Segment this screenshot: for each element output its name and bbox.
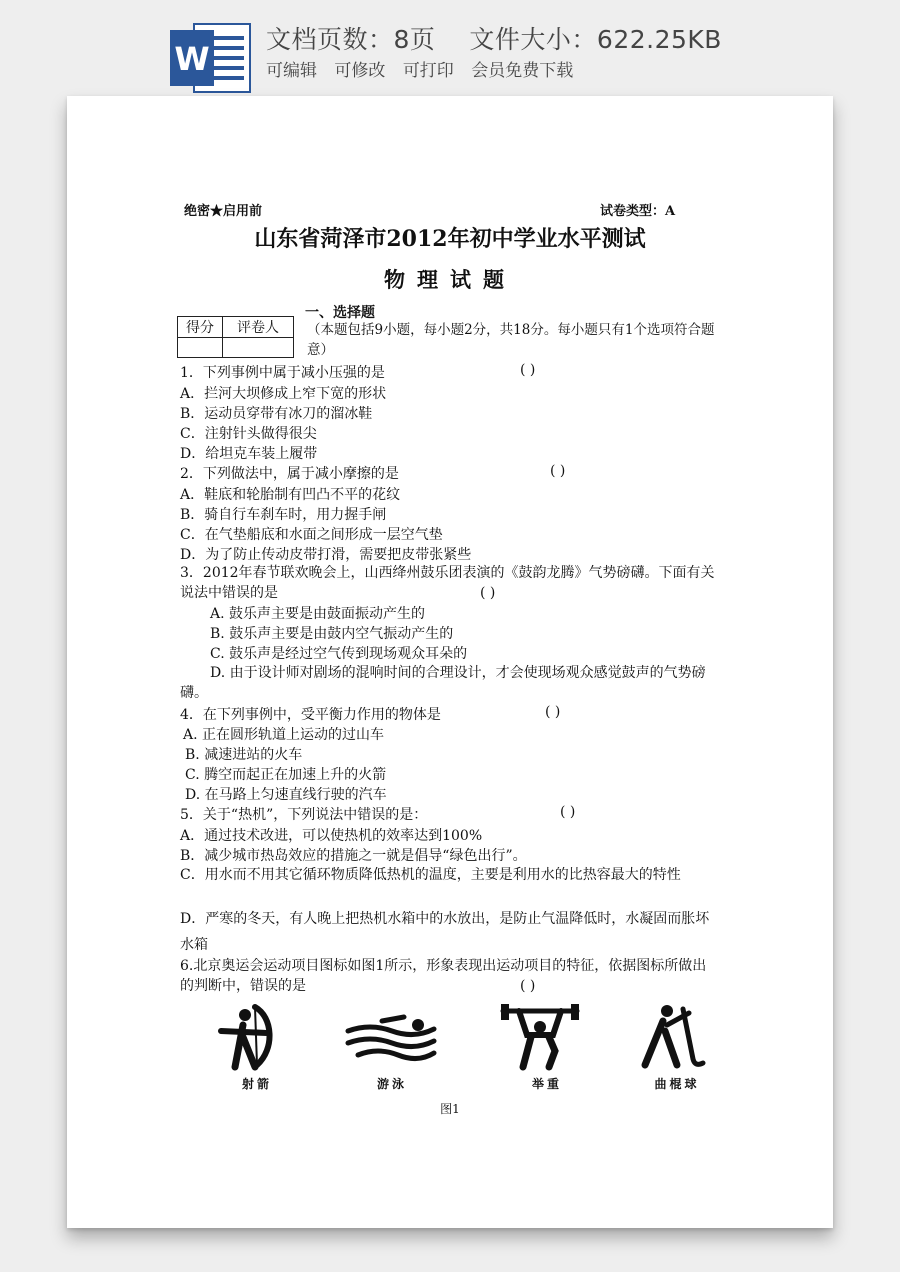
question-5	[180, 804, 576, 824]
file-size: 文件大小：622.25KB	[469, 25, 722, 54]
weightlifting-icon	[497, 1001, 587, 1073]
pictogram-weightlifting	[497, 1001, 597, 1092]
confidential-label: 绝密★启用前	[184, 204, 263, 219]
action-editable: 可编辑	[266, 61, 317, 81]
answer-paren: ( )	[550, 463, 566, 479]
answer-paren: ( )	[520, 978, 536, 994]
grader-header: 评卷人	[223, 317, 294, 338]
question-2	[180, 463, 566, 483]
question-text: 6.北京奥运会运动项目图标如图1所示，形象表现出运动项目的特征，依据图标所做出的判断中，错误的是	[180, 958, 707, 994]
figure-caption: 图1	[440, 1102, 460, 1116]
option: C．在气垫船底和水面之间形成一层空气垫	[180, 527, 443, 543]
pictogram-archery	[207, 1001, 307, 1092]
file-actions	[266, 56, 573, 81]
option: D. 由于设计师对剧场的混响时间的合理设计，才会使现场观众感觉鼓声的气势磅礴。	[180, 665, 706, 701]
question-1	[180, 362, 536, 382]
option: C. 鼓乐声是经过空气传到现场观众耳朵的	[210, 646, 468, 662]
score-cell	[178, 338, 223, 358]
question-6	[180, 956, 720, 996]
option: B．减少城市热岛效应的措施之一就是倡导“绿色出行”。	[180, 848, 527, 864]
archery-icon	[207, 1001, 297, 1073]
option: D．严寒的冬天，有人晚上把热机水箱中的水放出，是防止气温降低时，水凝固而胀坏水箱	[180, 911, 710, 953]
question-4	[180, 704, 561, 724]
option: A. 正在圆形轨道上运动的过山车	[183, 727, 385, 743]
option: A．鞋底和轮胎制有凹凸不平的花纹	[180, 487, 401, 503]
action-member-download[interactable]: 会员免费下载	[471, 61, 574, 81]
section-title: 一、选择题	[305, 305, 375, 321]
pictogram-hockey	[627, 1001, 727, 1092]
option: A. 鼓乐声主要是由鼓面振动产生的	[210, 606, 426, 622]
option: A．拦河大坝修成上窄下宽的形状	[180, 386, 387, 402]
download-banner	[0, 0, 900, 96]
option: B．运动员穿带有冰刀的溜冰鞋	[180, 406, 373, 422]
question-text: 1．下列事例中属于减小压强的是	[180, 365, 385, 381]
page-count: 文档页数：8页	[266, 25, 436, 54]
option: D．给坦克车装上履带	[180, 446, 318, 462]
action-modifiable: 可修改	[334, 61, 386, 81]
option: B. 减速进站的火车	[185, 747, 303, 763]
answer-paren: ( )	[560, 804, 576, 820]
page-title: 山东省菏泽市2012年初中学业水平测试	[254, 226, 646, 252]
pictogram-label: 游泳	[376, 1077, 407, 1091]
file-info	[266, 20, 722, 56]
page-subtitle: 物理试题	[384, 267, 516, 292]
swimming-icon	[342, 1001, 442, 1073]
answer-paren: ( )	[545, 704, 561, 720]
grader-cell	[223, 338, 294, 358]
sport-pictograms	[207, 1001, 727, 1101]
section-note: （本题包括9小题，每小题2分，共18分。每小题只有1个选项符合题意）	[307, 322, 715, 358]
question-text: 4．在下列事例中，受平衡力作用的物体是	[180, 707, 441, 723]
document-page	[67, 96, 833, 1228]
question-3	[180, 563, 720, 603]
question-text: 5．关于“热机”，下列说法中错误的是：	[180, 807, 428, 823]
option: C. 腾空而起正在加速上升的火箭	[185, 767, 387, 783]
option: B. 鼓乐声主要是由鼓内空气振动产生的	[210, 626, 454, 642]
word-document-icon	[168, 22, 252, 94]
option: A．通过技术改进，可以使热机的效率达到100%	[180, 828, 483, 844]
answer-paren: ( )	[520, 362, 536, 378]
logo-letter: W	[174, 40, 210, 78]
pictogram-label: 曲棍球	[654, 1077, 700, 1091]
option: D. 在马路上匀速直线行驶的汽车	[185, 787, 387, 803]
paper-type-label: 试卷类型：A	[600, 204, 676, 219]
action-printable: 可打印	[402, 61, 454, 81]
option: B．骑自行车刹车时，用力握手闸	[180, 507, 387, 523]
question-text: 3．2012年春节联欢晚会上，山西绛州鼓乐团表演的《鼓韵龙腾》气势磅礴。下面有关说法中错误的是	[180, 565, 715, 601]
option: C．用水而不用其它循环物质降低热机的温度，主要是利用水的比热容最大的特性	[180, 867, 681, 883]
question-text: 2．下列做法中，属于减小摩擦的是	[180, 466, 399, 482]
hockey-icon	[627, 1001, 717, 1073]
score-table	[177, 316, 294, 358]
score-header: 得分	[178, 317, 223, 338]
pictogram-label: 射箭	[241, 1077, 272, 1091]
pictogram-swimming	[342, 1001, 442, 1092]
answer-paren: ( )	[480, 585, 496, 601]
option: C．注射针头做得很尖	[180, 426, 317, 442]
pictogram-label: 举重	[531, 1077, 562, 1091]
option: D．为了防止传动皮带打滑，需要把皮带张紧些	[180, 547, 472, 563]
